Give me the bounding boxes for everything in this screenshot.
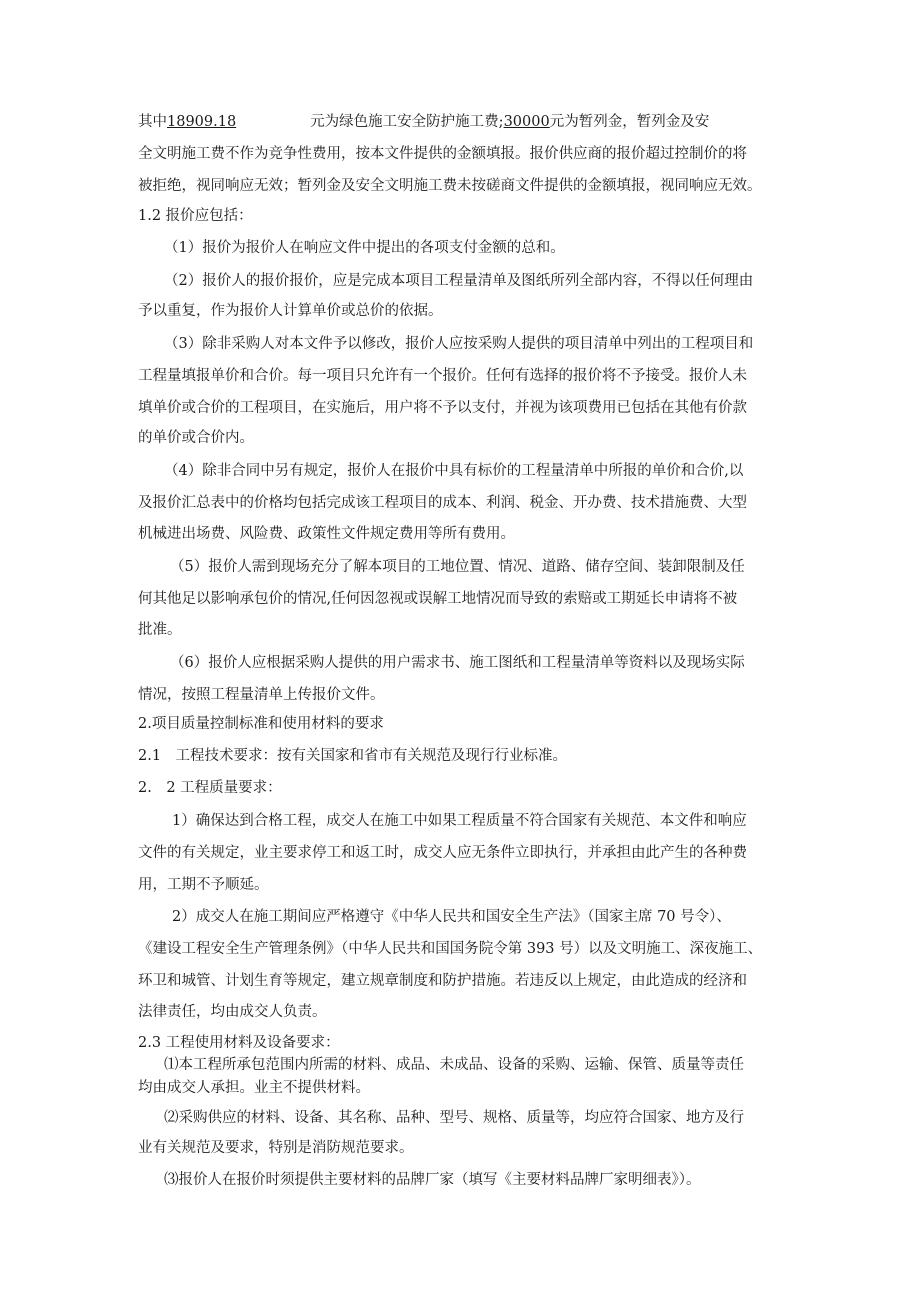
text-line: 业有关规范及要求，特别是消防规范要求。	[138, 1140, 414, 1156]
text-line: 填单价或合价的工程项目，在实施后，用户将不予以支付，并视为该项费用已包括在其他有价款	[138, 400, 747, 416]
green-construction-fee-amount: 18909.18	[167, 114, 237, 130]
list-item: ⑴本工程所承包范围内所需的材料、成品、未成品、设备的采购、运输、保管、质量等责任	[164, 1057, 744, 1073]
list-item: （1）报价为报价人在响应文件中提出的各项支付金额的总和。	[164, 240, 565, 256]
text-run: 元为绿色施工安全防护施工费;	[310, 114, 504, 130]
list-item: （6）报价人应根据采购人提供的用户需求书、施工图纸和工程量清单等资料以及现场实际	[170, 655, 745, 671]
list-item: （2）报价人的报价报价，应是完成本项目工程量清单及图纸所列全部内容，不得以任何理由	[164, 273, 754, 289]
text-line: 均由成交人承担。业主不提供材料。	[138, 1080, 370, 1096]
list-item: （3）除非采购人对本文件予以修改，报价人应按采购人提供的项目清单中列出的工程项目和	[164, 336, 754, 352]
text-line: 用，工期不予顺延。	[138, 877, 269, 893]
text-run: 元为暂列金，暂列金及安	[549, 114, 710, 130]
text-line: 情况，按照工程量清单上传报价文件。	[138, 687, 385, 703]
section-heading: 2.项目质量控制标准和使用材料的要求	[138, 716, 384, 732]
provisional-sum-amount: 30000	[503, 114, 550, 130]
list-item: 2）成交人在施工期间应严格遵守《中华人民共和国安全生产法》（国家主席 70 号令）、	[172, 909, 731, 925]
text-line: 《建设工程安全生产管理条例》（中华人民共和国国务院令第 393 号）以及文明施工、深夜施工、	[138, 941, 763, 957]
text-line: 批准。	[138, 622, 182, 638]
section-heading: 2. 2 工程质量要求：	[138, 780, 282, 796]
text-line: 环卫和城管、计划生育等规定，建立规章制度和防护措施。若违反以上规定，由此造成的经济和	[138, 973, 747, 989]
text-line: 工程量填报单价和合价。每一项目只允许有一个报价。任何有选择的报价将不予接受。报价人未	[138, 368, 747, 384]
text-line: 文件的有关规定，业主要求停工和返工时，成交人应无条件立即执行，并承担由此产生的各种费	[138, 845, 747, 861]
section-heading: 2.3 工程使用材料及设备要求：	[138, 1035, 340, 1051]
text-run: 其中	[138, 114, 167, 130]
text-line: 予以重复，作为报价人计算单价或总价的依据。	[138, 303, 443, 319]
list-item: 1）确保达到合格工程，成交人在施工中如果工程质量不符合国家有关规范、本文件和响应	[172, 813, 747, 829]
list-item: （5）报价人需到现场充分了解本项目的工地位置、情况、道路、储存空间、装卸限制及任	[170, 559, 745, 575]
text-line: 法律责任，均由成交人负责。	[138, 1004, 327, 1020]
text-line: 及报价汇总表中的价格均包括完成该工程项目的成本、利润、税金、开办费、技术措施费、大型	[138, 495, 747, 511]
section-heading: 1.2 报价应包括：	[138, 208, 253, 224]
text-line: 被拒绝，视同响应无效；暂列金及安全文明施工费未按磋商文件提供的金额填报，视同响应无效。	[138, 178, 762, 194]
list-item: ⑵采购供应的材料、设备、其名称、品种、型号、规格、质量等，均应符合国家、地方及行	[164, 1110, 744, 1126]
text-line: 全文明施工费不作为竞争性费用，按本文件提供的金额填报。报价供应商的报价超过控制价的将	[138, 146, 747, 162]
list-item: （4）除非合同中另有规定，报价人在报价中具有标价的工程量清单中所报的单价和合价,以	[164, 463, 744, 479]
text-line: 机械进出场费、风险费、政策性文件规定费用等所有费用。	[138, 526, 515, 542]
text-line: 的单价或合价内。	[138, 430, 254, 446]
list-item: ⑶报价人在报价时须提供主要材料的品牌厂家（填写《主要材料品牌厂家明细表》）。	[164, 1172, 701, 1188]
text-line: 何其他足以影响承包价的情况,任何因忽视或误解工地情况而导致的索赔或工期延长申请将不被	[138, 591, 738, 607]
section-heading: 2.1 工程技术要求：按有关国家和省市有关规范及现行行业标准。	[138, 748, 568, 764]
text-line	[138, 112, 709, 132]
